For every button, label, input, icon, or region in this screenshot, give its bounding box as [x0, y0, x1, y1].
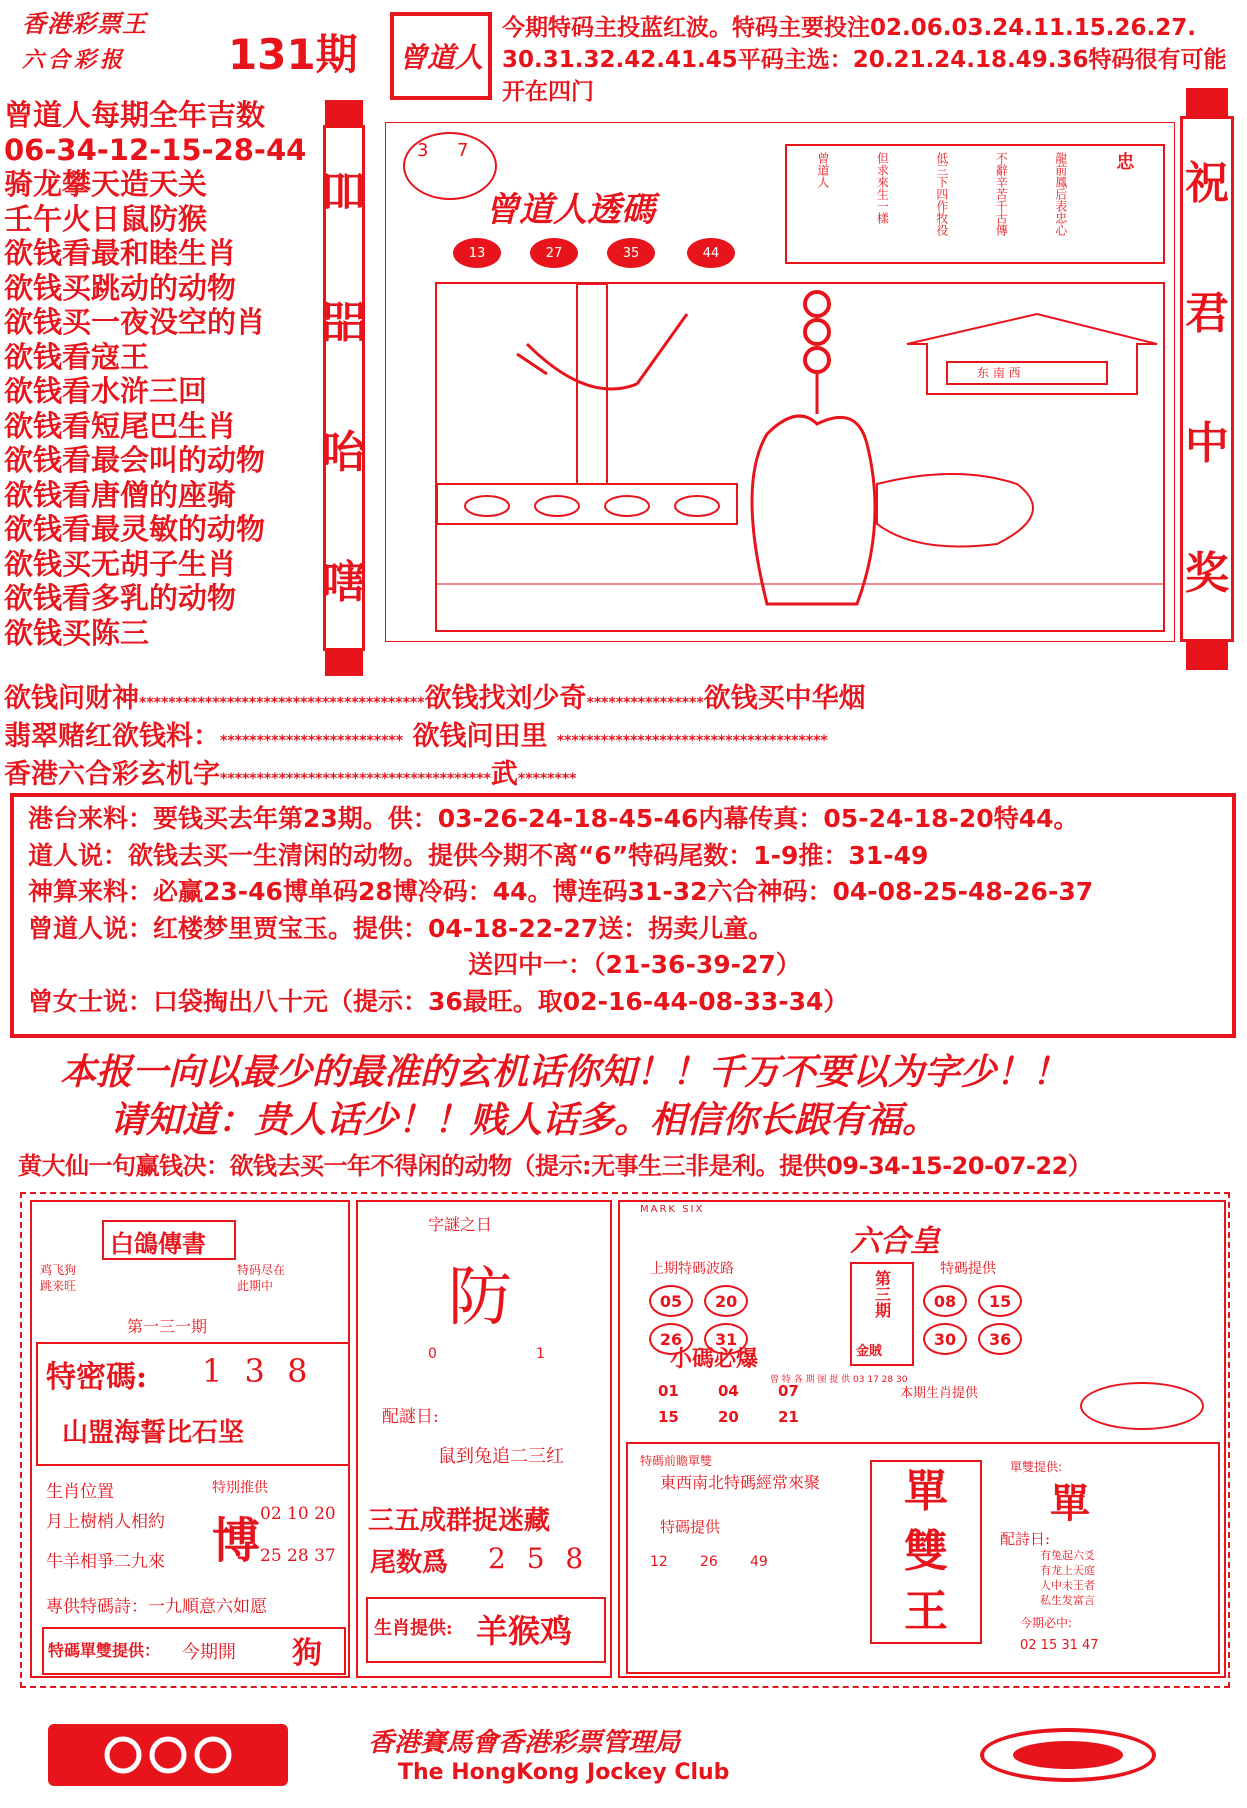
moon-num: 3 [417, 140, 429, 161]
tema-poem: 山盟海誓比石坚 [62, 1418, 245, 1448]
last-num: 31 [704, 1323, 748, 1355]
small-num: 15 [658, 1408, 679, 1426]
side-right-text: 特码尽在 [237, 1263, 286, 1277]
bottom-line [4, 714, 828, 753]
small-label: 小碼必爆 [670, 1347, 759, 1372]
info-row: 港台来料：要钱买去年第23期。供：03-26-24-18-45-46内幕传真：05-24-18-20特44。 [28, 804, 1079, 833]
info-box [10, 793, 1236, 1038]
scroll-right-char: 祝 [1185, 158, 1229, 209]
footer-cn: 香港賽馬會香港彩票管理局 [368, 1728, 681, 1758]
info-row: 神算来料：必赢23-46博单码28博冷码：44。博连码31-32六合神码：04-08-25-48-26-37 [28, 877, 1094, 906]
painting [385, 122, 1175, 642]
bottom-title: 特碼前瞻單雙 [640, 1454, 713, 1468]
scroll-left [323, 125, 365, 651]
small-num: 01 [658, 1382, 679, 1400]
zhuan-line: 專供特碼詩：一九順意六如愿 [46, 1597, 267, 1617]
side-left-text: 鸡飞狗 [40, 1263, 77, 1277]
left-line: 欲钱看寇王 [4, 339, 150, 374]
painting-ball: 13 [453, 238, 501, 268]
left-line: 欲钱看最和睦生肖 [4, 236, 237, 270]
poem-sign: 曾道人 [815, 152, 830, 188]
left-column [4, 98, 334, 650]
right-issue: 第三期 [872, 1270, 892, 1318]
right-issue-sub: 金賊 [856, 1344, 883, 1359]
sx-value: 羊猴鸡 [476, 1612, 573, 1650]
mid-head: 字謎之日 [428, 1215, 493, 1234]
stamp-text: 曾道人 [398, 41, 483, 74]
footer-logo-left [48, 1724, 288, 1786]
painting-poem [785, 144, 1165, 264]
poem-line: 低三下四作牧役 [934, 152, 949, 236]
small-num: 21 [778, 1408, 799, 1426]
right-poem: 有龙上天庭 [1040, 1564, 1095, 1577]
poem-line: 不辭辛苦千古傳 [994, 152, 1009, 236]
tema-label: 特密碼: [46, 1360, 148, 1395]
tail-label: 尾数爲 [370, 1548, 449, 1578]
header-notice [502, 12, 1242, 108]
painting-ball: 35 [607, 238, 655, 268]
line-stars: *************************************** [139, 695, 425, 711]
tip-num: 36 [978, 1323, 1022, 1355]
line-stars: ************************************* [556, 733, 828, 749]
last-label: 上期特碼波路 [650, 1261, 734, 1277]
info-row: 曾道人说：红楼梦里贾宝玉。提供：04-18-22-27送：拐卖儿童。 [28, 913, 774, 943]
last-num: 20 [704, 1285, 748, 1317]
right-seal [1080, 1382, 1204, 1430]
scroll-right-char: 中 [1185, 418, 1229, 469]
right-week: 今期必中: [1020, 1616, 1073, 1630]
right-label: 單雙提供: [1010, 1460, 1063, 1474]
bottom-line [4, 676, 866, 715]
dan-value: 今期開 [182, 1642, 236, 1663]
line-end: 欲钱买中华烟 [703, 683, 866, 714]
big-char: 王 [904, 1586, 948, 1637]
line-stars: **************** [586, 695, 704, 711]
footer-logo-right [980, 1728, 1156, 1782]
poem-line: 但求來生一樣 [875, 152, 890, 224]
mid-left-num: 0 [428, 1346, 437, 1362]
last-num: 26 [649, 1323, 693, 1355]
mark-six-border: MARK SIX [640, 1204, 705, 1215]
mid-char: 防 [448, 1261, 512, 1335]
line-label: 翡翠赌红欲钱料： [4, 721, 220, 752]
bottom-num: 26 [700, 1554, 718, 1570]
tema-value: 1 3 8 [202, 1352, 314, 1390]
bo-char: 博 [212, 1513, 261, 1569]
poem-line: 龍前鳳后表忠心 [1053, 152, 1068, 236]
notice-line: 开在四门 [502, 79, 594, 105]
right-sub: 配詩日: [1000, 1530, 1051, 1548]
panel-left [30, 1200, 350, 1678]
line-label: 欲钱问财神 [4, 683, 139, 714]
painting-ball: 44 [687, 238, 735, 268]
right-poem: 私生发富言 [1040, 1594, 1095, 1607]
small-num: 04 [718, 1382, 739, 1400]
right-poem: 有兔起六爻 [1040, 1549, 1095, 1562]
left-line: 欲钱看最会叫的动物 [4, 443, 266, 477]
palace-plaque: 东 南 西 [977, 366, 1021, 380]
left-line: 欲钱看水浒三回 [4, 374, 208, 408]
tip-num: 30 [923, 1323, 967, 1355]
panel-right [618, 1200, 1226, 1678]
logo-line1: 香港彩票王 [22, 9, 147, 38]
scroll-right-char: 君 [1185, 288, 1229, 339]
bottom-tip: 特碼提供 [660, 1518, 721, 1536]
scroll-left-top-rod [325, 100, 363, 126]
right-title: 六合皇 [850, 1224, 940, 1259]
mid-right-num: 1 [536, 1346, 545, 1362]
line-mid: 欲钱问田里 [412, 721, 548, 752]
big-char: 單 [904, 1466, 948, 1517]
scroll-right-bottom-rod [1186, 640, 1228, 670]
footer-note: 曾 特 各 期 图 提 供 03 17 28 30 [770, 1375, 908, 1385]
info-row: 道人说：欲钱去买一生清闲的动物。提供今期不离“6”特码尾数：1-9推：31-49 [28, 840, 929, 870]
right-nums: 02 15 31 47 [1020, 1638, 1099, 1653]
slogan-line: 本报一向以最少的最准的玄机话你知！！千万不要以为字少！！ [60, 1051, 1069, 1093]
tejiao-label: 特別推供 [212, 1480, 268, 1496]
info-row: 送四中一：（21-36-39-27） [468, 950, 801, 979]
mid-label: 配謎日: [382, 1407, 439, 1427]
mid-slogan: 三五成群捉迷藏 [368, 1506, 551, 1536]
scroll-left-char: 嗐 [322, 557, 366, 608]
left-line: 欲钱看最灵敏的动物 [4, 512, 266, 546]
nums-row: 02 10 20 [260, 1504, 336, 1524]
left-line: 曾道人每期全年吉数 [4, 98, 266, 132]
left-line: 欲钱买陈三 [4, 615, 150, 650]
line-mid: 欲钱找刘少奇 [424, 683, 587, 714]
line-stars: ************************* [220, 733, 404, 749]
sx-label: 生肖提供: [374, 1618, 453, 1639]
painting-ball: 27 [530, 238, 578, 268]
scroll-left-char: 㗊 [322, 297, 366, 348]
info-row: 曾女士说：口袋掏出八十元（提示：36最旺。取02-16-44-08-33-34） [28, 986, 849, 1016]
scroll-left-bottom-rod [325, 650, 363, 676]
left-line: 欲钱买无胡子生肖 [4, 546, 237, 581]
panel-mid [356, 1200, 612, 1678]
sx-pos-label: 生肖位置 [46, 1482, 114, 1502]
moon-num: 7 [457, 140, 469, 161]
line-mid: 武 [490, 759, 518, 790]
sx-pos-2: 牛羊相爭二九來 [46, 1552, 165, 1572]
left-line: 欲钱看多乳的动物 [4, 581, 237, 615]
line-label: 香港六合彩玄机字 [4, 759, 220, 790]
left-line: 欲钱看唐僧的座骑 [4, 477, 237, 512]
huang-line: 黄大仙一句赢钱决：欲钱去买一年不得闲的动物（提示:无事生三非是利。提供09-34-15-20-07-22） [18, 1152, 1092, 1180]
left-line: 欲钱看短尾巴生肖 [4, 408, 237, 443]
tip-num: 08 [923, 1285, 967, 1317]
panel-left-title: 白鴿傳書 [110, 1229, 206, 1258]
scroll-right [1180, 116, 1234, 642]
bottom-num: 12 [650, 1554, 668, 1570]
bottom-line [4, 752, 576, 791]
left-line: 06-34-12-15-28-44 [4, 132, 307, 167]
tip-label: 特碼提供 [940, 1261, 996, 1277]
notice-line: 今期特码主投蓝红波。特码主要投注02.06.03.24.11.15.26.27. [502, 15, 1196, 41]
scroll-left-char: 吅 [322, 167, 366, 218]
dan-animal: 狗 [292, 1636, 322, 1671]
line-stars: ************************************* [220, 771, 491, 787]
line-stars: ******** [517, 771, 577, 787]
painting-title: 曾道人透碼 [485, 190, 655, 230]
poem-heading: 忠 [1113, 152, 1135, 170]
bottom-sub: 東西南北特碼經常來聚 [660, 1473, 821, 1492]
bottom-num: 49 [750, 1554, 768, 1570]
animal-label: 本期生肖提供 [900, 1386, 979, 1401]
right-poem: 人中未王者 [1040, 1579, 1095, 1592]
left-line: 壬午火日鼠防猴 [4, 201, 208, 236]
header-logo [22, 4, 172, 72]
panel-left-issue: 第一三一期 [127, 1317, 208, 1336]
scroll-left-char: 咍 [322, 427, 366, 478]
last-num: 05 [649, 1285, 693, 1317]
sx-pos-1: 月上樹梢人相約 [46, 1512, 165, 1532]
stamp [390, 12, 492, 100]
scroll-right-char: 奖 [1185, 548, 1229, 599]
issue-number: 131期 [228, 30, 358, 79]
side-right-text: 此期中 [237, 1279, 274, 1293]
scroll-right-top-rod [1186, 88, 1228, 118]
logo-line2: 六合彩报 [22, 47, 127, 73]
small-num: 07 [778, 1382, 799, 1400]
notice-line: 30.31.32.42.41.45平码主选：20.21.24.18.49.36特码很有可能 [502, 47, 1227, 73]
painting-scene [435, 282, 1165, 632]
left-line: 骑龙攀天造天关 [4, 167, 208, 201]
moon [403, 132, 497, 200]
side-left-text: 跳来旺 [40, 1279, 77, 1293]
left-line: 欲钱买一夜没空的肖 [4, 305, 266, 339]
tail-value: 2 5 8 [488, 1542, 590, 1575]
mid-riddle: 鼠到兔追二三红 [438, 1446, 564, 1467]
left-line: 欲钱买跳动的动物 [4, 270, 237, 305]
footer-en: The HongKong Jockey Club [398, 1760, 730, 1785]
nums-row: 25 28 37 [260, 1546, 336, 1566]
slogan-line: 请知道：贵人话少！！贱人话多。相信你长跟有福。 [110, 1099, 939, 1141]
small-num: 20 [718, 1408, 739, 1426]
big-char: 雙 [904, 1526, 948, 1577]
tip-num: 15 [978, 1285, 1022, 1317]
right-char: 單 [1050, 1480, 1090, 1527]
dan-label: 特碼單雙提供： [48, 1641, 161, 1660]
